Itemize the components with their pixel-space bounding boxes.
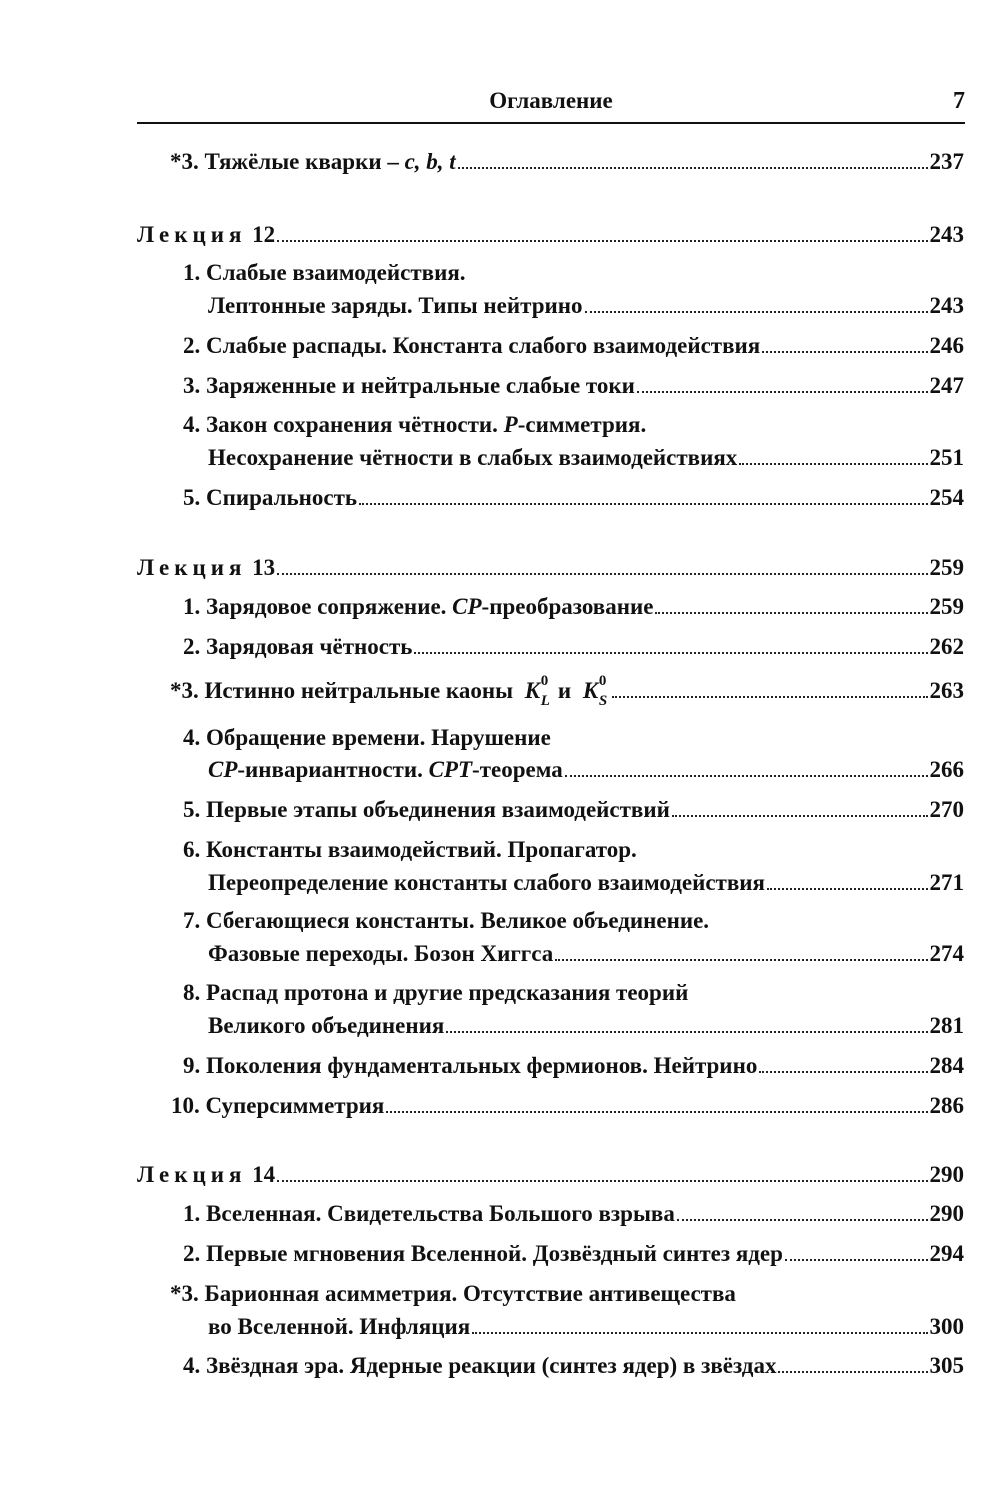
entry-number: *3. [170,1281,199,1306]
entry-number: 2. [183,634,201,659]
entry-number: 4. [183,725,201,750]
entry-number: 2. [183,333,201,358]
entry-title-continued: Лептонные заряды. Типы нейтрино [208,293,583,318]
leader-dots [565,775,928,777]
entry-title: Суперсимметрия [205,1093,385,1118]
entry-page: 266 [929,757,964,782]
entry-page: 270 [929,797,964,822]
entry-page: 237 [929,149,964,174]
entry-title-continued: Фазовые переходы. Бозон Хиггса [208,941,554,966]
entry-page: 263 [929,678,964,703]
entry-page: 262 [929,634,964,659]
entry-page: 284 [929,1053,964,1078]
entry-title: Спиральность [206,485,358,510]
entry-number: 7. [183,908,201,933]
leader-dots [277,1180,927,1182]
entry-page: 259 [929,594,964,619]
page-header [137,86,965,124]
entry-page: 259 [929,555,964,580]
entry-number: 6. [183,837,201,862]
leader-dots [359,503,927,505]
entry-title: Заряженные и нейтральные слабые токи [206,373,635,398]
entry-page: 251 [929,445,964,470]
leader-dots [277,240,927,242]
entry-title: Константы взаимодействий. Пропагатор. [206,837,637,862]
entry-page: 294 [929,1241,964,1266]
leader-dots [767,888,928,890]
entry-number: 8. [183,980,201,1005]
entry-number: 2. [183,1241,201,1266]
entry-number: *3. [170,149,199,174]
entry-title: Барионная асимметрия. Отсутствие антивещества [204,1281,736,1306]
leader-dots [655,612,927,614]
entry-page: 243 [929,293,964,318]
lecture-title: Лекция 12 [137,222,276,247]
entry-title: Звёздная эра. Ядерные реакции (синтез ядер) в звёздах [206,1353,777,1378]
leader-dots [672,815,928,817]
entry-page: 290 [929,1162,964,1187]
leader-dots [585,311,928,313]
kaon-short-symbol: K 0 S [582,673,608,709]
leader-dots [277,573,927,575]
entry-title: Закон сохранения чётности. P-симметрия. [206,412,647,437]
leader-dots [785,1259,928,1261]
entry-title: Распад протона и другие предсказания теорий [206,980,689,1005]
entry-page: 286 [929,1093,964,1118]
entry-page: 254 [929,485,964,510]
header-page-number: 7 [953,88,965,114]
entry-page: 281 [929,1013,964,1038]
entry-title: Слабые распады. Константа слабого взаимодействия [206,333,761,358]
leader-dots [739,463,927,465]
entry-title: Поколения фундаментальных фермионов. Нейтрино [206,1053,758,1078]
entry-number: 1. [183,594,201,619]
entry-title: Тяжёлые кварки – c, b, t [204,149,456,174]
leader-dots [386,1111,927,1113]
entry-title: Истинно нейтральные каоны K 0 L и K 0 S [204,673,608,709]
entry-title: Слабые взаимодействия. [206,260,466,285]
lecture-title: Лекция 14 [137,1162,276,1187]
entry-title-continued: во Вселенной. Инфляция [208,1314,471,1339]
leader-dots [446,1031,927,1033]
header-title: Оглавление [489,88,613,113]
leader-dots [778,1371,927,1373]
entry-number: *3. [170,678,199,703]
entry-page: 300 [929,1314,964,1339]
entry-page: 243 [929,222,964,247]
leader-dots [458,167,928,169]
leader-dots [677,1219,928,1221]
entry-number: 1. [183,260,201,285]
entry-title-continued: Переопределение константы слабого взаимодействия [208,870,765,895]
leader-dots [762,351,927,353]
entry-number: 1. [183,1201,201,1226]
leader-dots [555,959,927,961]
entry-title-continued: Несохранение чётности в слабых взаимодействиях [208,445,738,470]
leader-dots [759,1071,927,1073]
leader-dots [472,1332,927,1334]
entry-number: 3. [183,373,201,398]
entry-number: 4. [183,1353,201,1378]
leader-dots [637,391,928,393]
entry-title-continued: CP-инвариантности. CPT-теорема [208,757,563,782]
entry-number: 5. [183,485,201,510]
entry-number: 9. [183,1053,201,1078]
entry-page: 247 [929,373,964,398]
kaon-long-symbol: K 0 L [524,673,550,709]
entry-title: Обращение времени. Нарушение [206,725,551,750]
entry-page: 305 [929,1353,964,1378]
entry-number: 4. [183,412,201,437]
entry-page: 290 [929,1201,964,1226]
leader-dots [414,652,927,654]
entry-number: 5. [183,797,201,822]
entry-title: Зарядовое сопряжение. CP-преобразование [206,594,654,619]
entry-title: Зарядовая чётность [206,634,413,659]
entry-title: Сбегающиеся константы. Великое объединение. [206,908,710,933]
entry-title: Первые мгновения Вселенной. Дозвёздный синтез ядер [206,1241,783,1266]
lecture-title: Лекция 13 [137,555,276,580]
leader-dots [612,696,927,698]
entry-number: 10. [171,1093,200,1118]
entry-title-continued: Великого объединения [208,1013,445,1038]
entry-page: 274 [929,941,964,966]
entry-page: 246 [929,333,964,358]
entry-title: Вселенная. Свидетельства Большого взрыва [206,1201,675,1226]
entry-title: Первые этапы объединения взаимодействий [206,797,670,822]
entry-page: 271 [929,870,964,895]
